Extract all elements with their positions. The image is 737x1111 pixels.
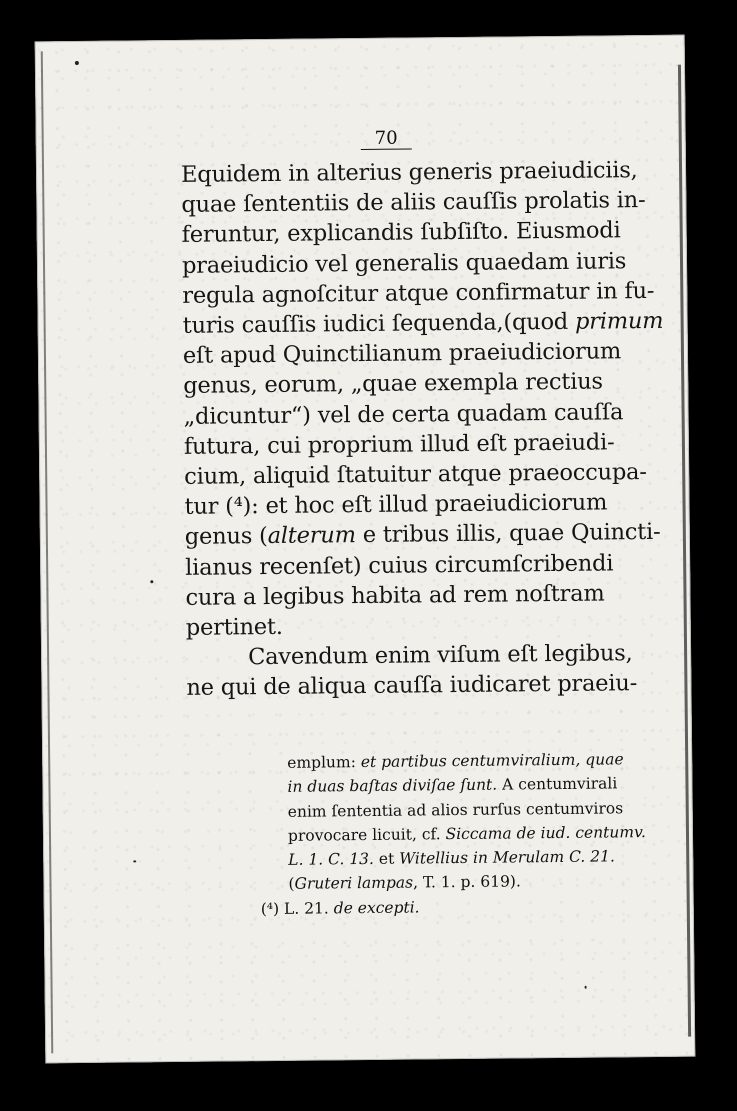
- page-left-edge: [41, 51, 59, 1053]
- text-line: feruntur, explicandis ſubſiſto. Eiusmodi: [181, 217, 621, 249]
- text-line: regula agnoſcitur atque confirmatur in fu-: [182, 277, 655, 309]
- footnote-line: enim ſententia ad alios rurſus centumviros: [287, 798, 624, 821]
- text-line: [182, 306, 664, 341]
- footnote-segment: (: [288, 875, 295, 894]
- text-line: Cavendum enim viſum eſt legibus,: [247, 640, 633, 671]
- text-line: futura, cui proprium illud eſt praeiudi-: [183, 429, 615, 460]
- footnote-segment: (⁴) L. 21.: [260, 899, 334, 918]
- footnote-italic: de excepti.: [333, 898, 420, 918]
- footnote-line: [288, 844, 668, 872]
- main-text: [180, 155, 664, 704]
- italic-word: alterum: [267, 522, 356, 550]
- text-line: pertinet.: [185, 613, 283, 641]
- text-line: ne qui de aliqua cauſſa iudicaret praeiu-: [186, 670, 638, 702]
- text-segment: genus (: [184, 523, 268, 551]
- paper-speck: [75, 61, 79, 65]
- footnote-italic: Witellius in Merulam C. 21.: [399, 847, 615, 868]
- text-line: praeiudicio vel generalis quaedam iuris: [181, 247, 627, 279]
- paper-speck: [133, 860, 136, 862]
- paper-speck: [150, 580, 153, 583]
- text-line: cium, aliquid ſtatuitur atque praeoccupa-: [184, 459, 647, 490]
- text-segment: turis cauſſis iudici ſequenda,(quod: [182, 308, 576, 339]
- footnote-italic: et partibus centumviralium, quae: [360, 750, 624, 772]
- footnote-italic: in duas baſtas diviſae ſunt.: [287, 775, 498, 797]
- footnote-segment: emplum:: [287, 753, 361, 772]
- book-page: [35, 35, 696, 1064]
- footnote-italic: Siccama de iud. centumv.: [445, 822, 646, 844]
- text-line: cura a legibus habita ad rem noſtram: [185, 580, 605, 611]
- text-line: „dicuntur“) vel de certa quadam cauſſa: [183, 398, 624, 430]
- footnote-line: [261, 893, 669, 922]
- text-line: genus, eorum, „quae exempla rectius: [183, 368, 603, 400]
- page-right-edge: [674, 65, 691, 1037]
- footnotes: [260, 747, 669, 921]
- footnote-segment: , T. 1. p. 619).: [412, 872, 521, 892]
- text-line: tur (⁴): et hoc eſt illud praeiudiciorum: [184, 489, 608, 521]
- italic-word: primum: [574, 307, 664, 335]
- footnote-line: [287, 771, 667, 799]
- footnote-segment: provocare licuit, cf.: [287, 825, 446, 845]
- footnote-italic: L. 1. C. 13.: [288, 850, 375, 870]
- footnote-italic: Gruteri lampas: [294, 874, 414, 894]
- text-line: eſt apud Quinctilianum praeiudiciorum: [182, 338, 622, 370]
- footnote-segment: et: [373, 849, 400, 869]
- text-line: [184, 517, 661, 552]
- text-segment: e tribus illis, quae Quincti-: [355, 519, 661, 549]
- text-line: lianus recenſet) cuius circumſcribendi: [185, 550, 614, 581]
- paper-speck: [585, 986, 587, 989]
- text-line: quae ſententiis de aliis cauſſis prolatis in-: [181, 187, 646, 219]
- footnote-segment: A centumvirali: [497, 774, 618, 794]
- text-line: Equidem in alterius generis praeiudiciis,: [180, 157, 638, 188]
- page-number: 70: [361, 127, 412, 150]
